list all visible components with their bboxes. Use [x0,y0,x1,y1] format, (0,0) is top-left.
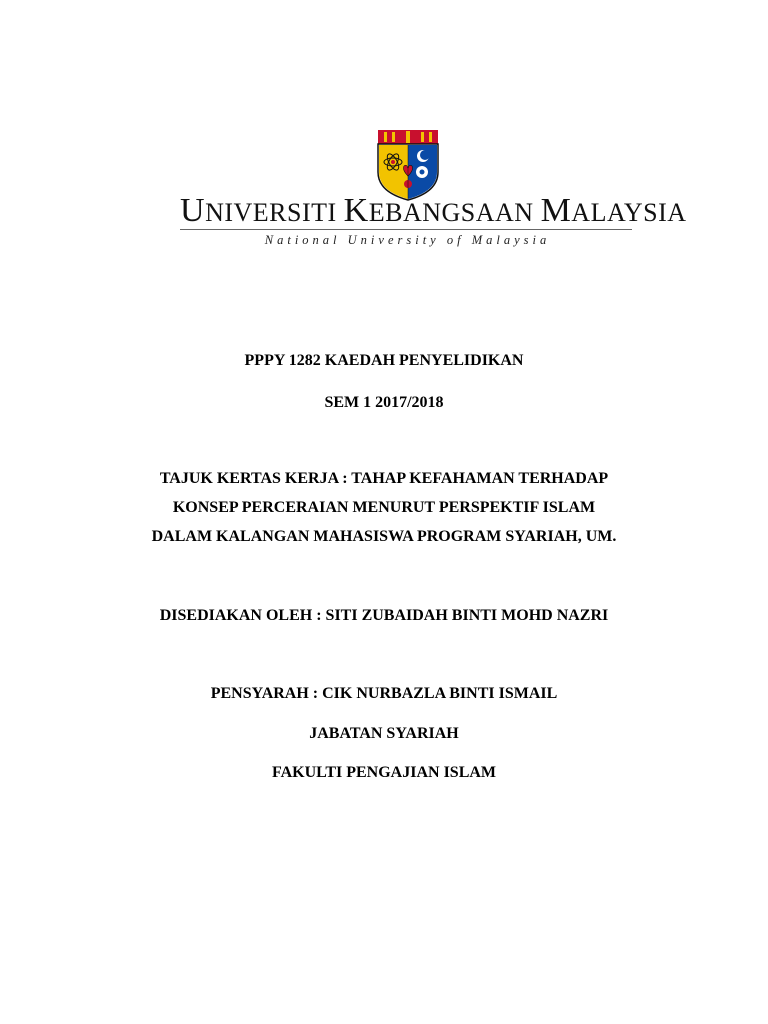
wordmark-initial-k: K [343,192,369,229]
department: JABATAN SYARIAH [309,725,459,742]
wordmark-part-kebangsaan: EBANGSAAN [368,198,541,227]
university-logo [180,100,687,270]
course-code: PPPY 1282 KAEDAH PENYELIDIKAN [244,352,524,369]
semester: SEM 1 2017/2018 [324,394,444,411]
wordmark-part-malaysia: ALAYSIA [571,198,687,227]
paper-title-line-3: DALAM KALANGAN MAHASISWA PROGRAM SYARIAH, UM. [151,528,617,545]
lecturer: PENSYARAH : CIK NURBAZLA BINTI ISMAIL [210,685,558,702]
faculty: FAKULTI PENGAJIAN ISLAM [271,764,497,781]
wordmark-initial-u: U [180,192,206,229]
university-crest-icon [376,128,440,202]
logo-divider [180,229,632,230]
paper-title-line-2: KONSEP PERCERAIAN MENURUT PERSPEKTIF ISLAM [172,499,596,516]
wordmark-initial-m: M [540,192,572,229]
university-wordmark [180,192,687,230]
paper-title-line-1: TAJUK KERTAS KERJA : TAHAP KEFAHAMAN TERHADAP [159,470,609,487]
wordmark-part-universiti: NIVERSITI [205,198,344,227]
prepared-by: DISEDIAKAN OLEH : SITI ZUBAIDAH BINTI MOHD NAZRI [159,607,609,624]
university-tagline: National University of Malaysia [264,233,551,247]
